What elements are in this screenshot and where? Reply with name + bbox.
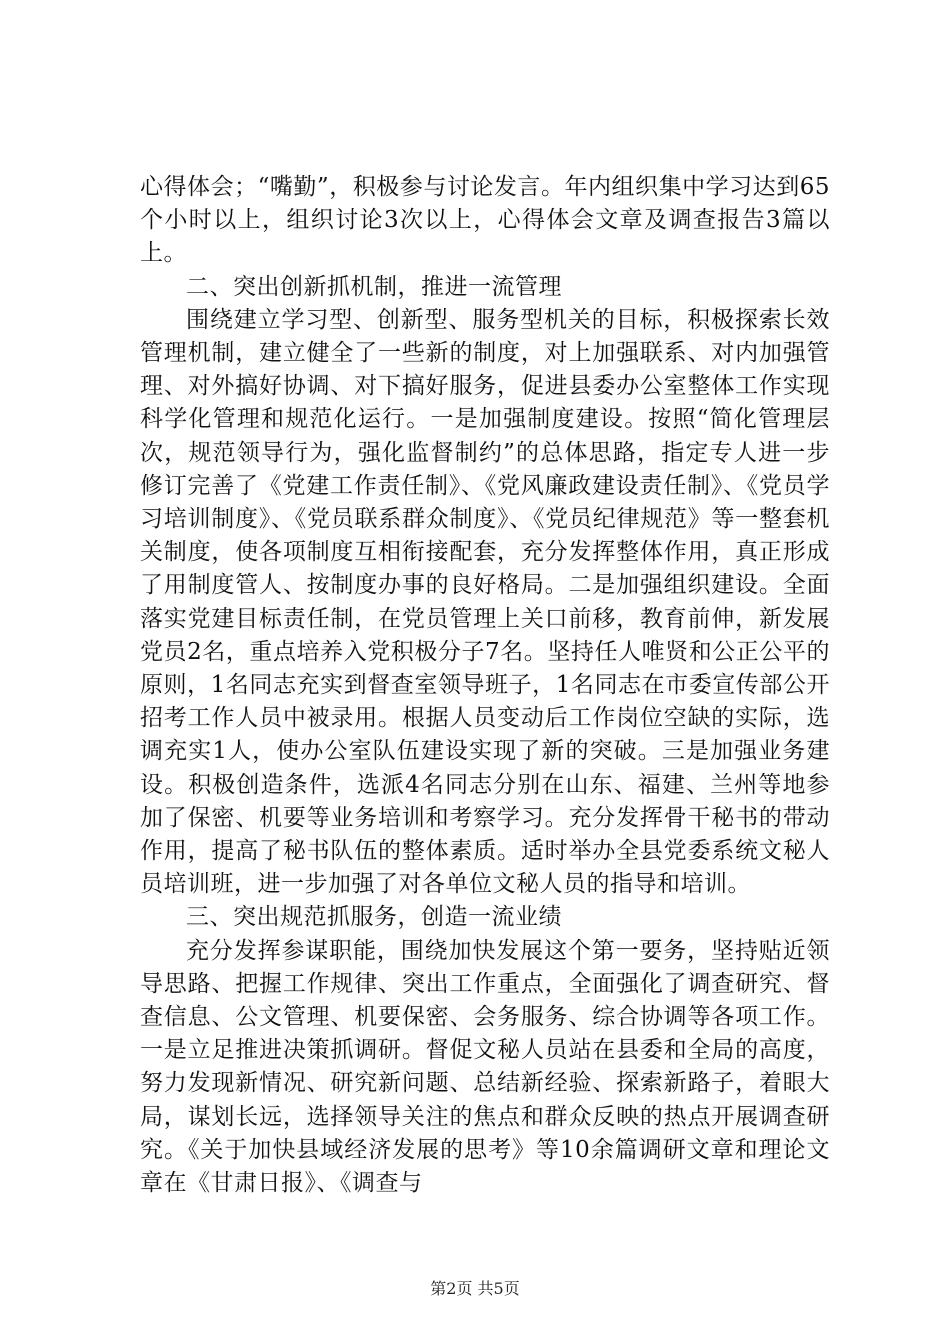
section-heading-2: 二、突出创新抓机制，推进一流管理 bbox=[186, 273, 562, 300]
body-paragraph-2: 围绕建立学习型、创新型、服务型机关的目标，积极探索长效管理机制，建立健全了一些新的制度，对上加强联系、对内加强管理、对外搞好协调、对下搞好服务，促进县委办公室整体工作实现科学化管理和规范化运行。一是加强制度建设。按照“简化管理层次，规范领导行为，强化监督制约”的总体思路，指定专人进一步修订完善了《党建工作责任制》、《党风廉政建设责任制》、《党员学习培训制度》、《党员联系群众制度》、《党员纪律规范》等一整套机关制度，使各项制度互相衔接配套，充分发挥整体作用，真正形成了用制度管人、按制度办事的良好格局。二是加强组织建设。全面落实党建目标责任制，在党员管理上关口前移，教育前伸，新发展党员2名，重点培养入党积极分子7名。坚持任人唯贤和公正公平的原则，1名同志充实到督查室领导班子，1名同志在市委宣传部公开招考工作人员中被录用。根据人员变动后工作岗位空缺的实际，选调充实1人，使办公室队伍建设实现了新的突破。三是加强业务建设。积极创造条件，选派4名同志分别在山东、福建、兰州等地参加了保密、机要等业务培训和考察学习。充分发挥骨干秘书的带动作用，提高了秘书队伍的整体素质。适时举办全县党委系统文秘人员培训班，进一步加强了对各单位文秘人员的指导和培训。 bbox=[140, 306, 830, 898]
body-paragraph-3: 充分发挥参谋职能，围绕加快发展这个第一要务，坚持贴近领导思路、把握工作规律、突出工作重点，全面强化了调查研究、督查信息、公文管理、机要保密、会务服务、综合协调等各项工作。一是立足推进决策抓调研。督促文秘人员站在县委和全局的高度，努力发现新情况、研究新问题、总结新经验、探索新路子，着眼大局，谋划长远，选择领导关注的焦点和群众反映的热点开展调查研究。《关于加快县域经济发展的思考》等10余篇调研文章和理论文章在《甘肃日报》、《调查与 bbox=[140, 937, 830, 1197]
section-heading-3: 三、突出规范抓服务，创造一流业绩 bbox=[186, 904, 562, 931]
body-paragraph-1: 心得体会；“嘴勤”，积极参与讨论发言。年内组织集中学习达到65个小时以上，组织讨论3次以上，心得体会文章及调查报告3篇以上。 bbox=[140, 174, 830, 267]
document-body bbox=[140, 171, 830, 1200]
page-footer: 第2页 共5页 bbox=[430, 1279, 520, 1298]
